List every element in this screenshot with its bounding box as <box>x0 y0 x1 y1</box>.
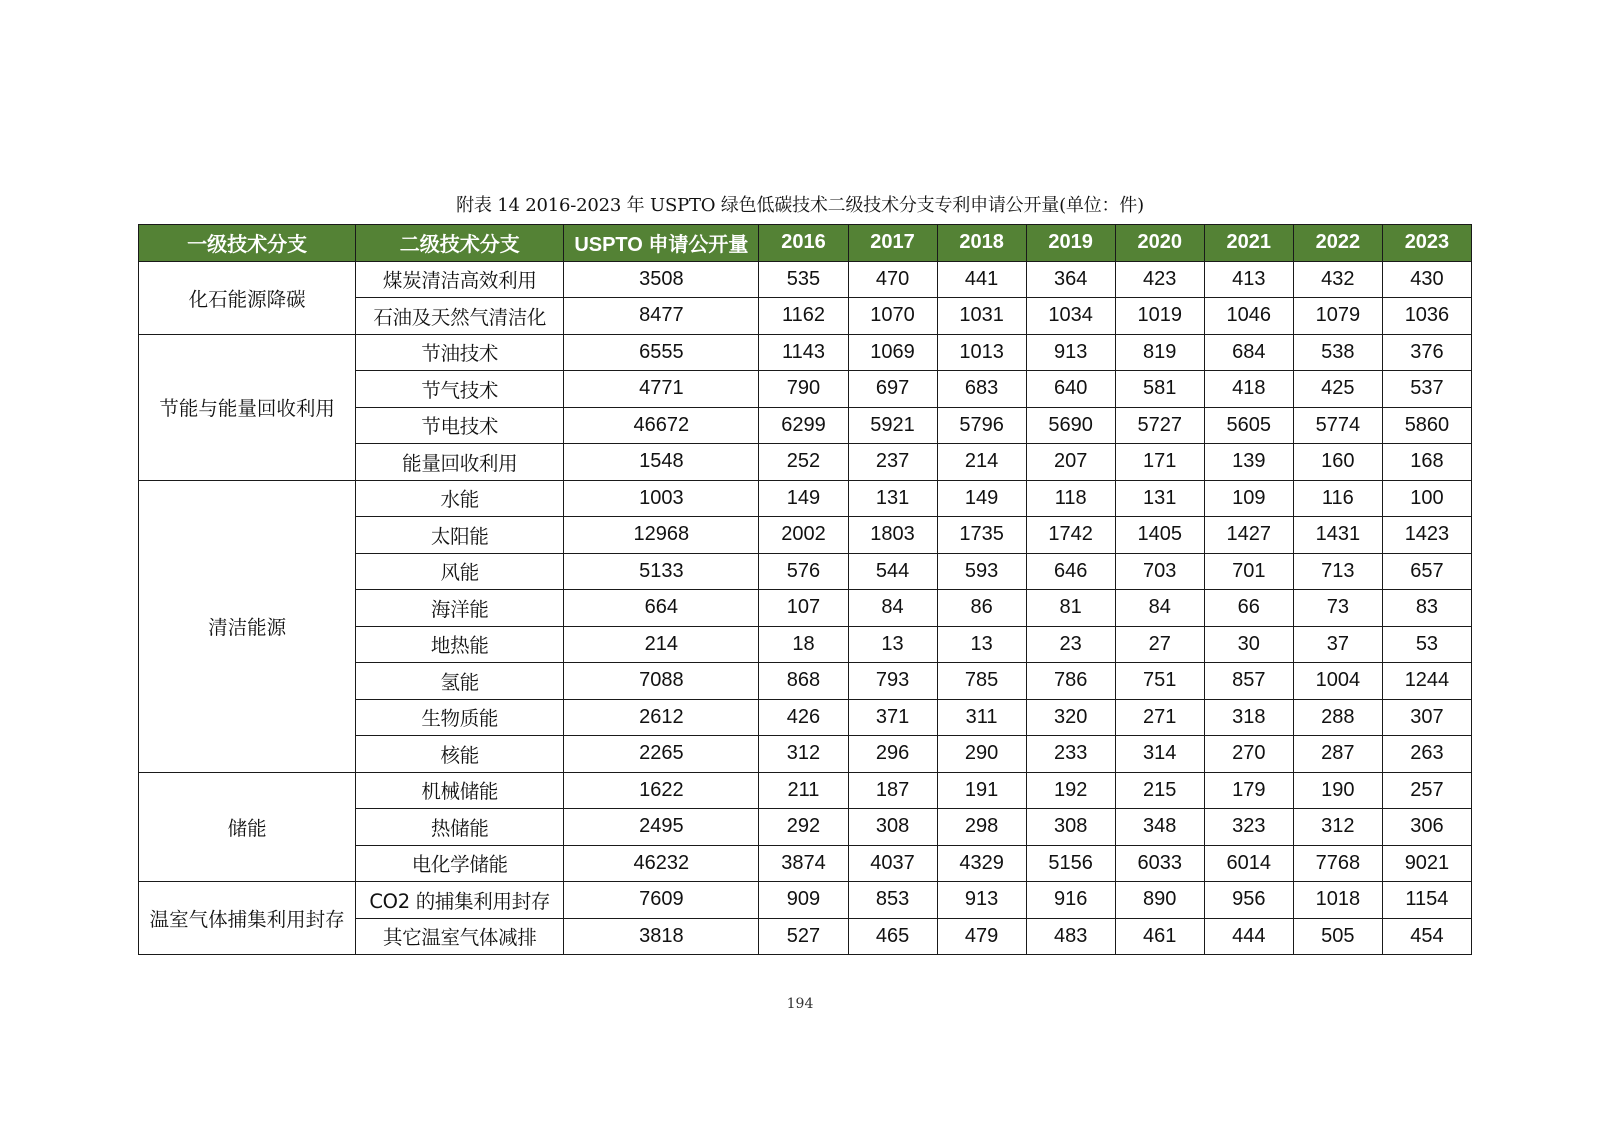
year-count-cell: 657 <box>1382 553 1471 590</box>
year-count-cell: 131 <box>848 480 937 517</box>
year-count-cell: 444 <box>1204 918 1293 955</box>
total-count-cell: 46672 <box>564 407 759 444</box>
year-count-cell: 312 <box>1293 809 1382 846</box>
total-count-cell: 7609 <box>564 882 759 919</box>
year-count-cell: 160 <box>1293 444 1382 481</box>
year-count-cell: 376 <box>1382 334 1471 371</box>
level2-branch-cell: 其它温室气体减排 <box>356 918 564 955</box>
year-count-cell: 4037 <box>848 845 937 882</box>
year-count-cell: 263 <box>1382 736 1471 773</box>
year-count-cell: 1244 <box>1382 663 1471 700</box>
year-count-cell: 1036 <box>1382 298 1471 335</box>
year-count-cell: 191 <box>937 772 1026 809</box>
year-count-cell: 956 <box>1204 882 1293 919</box>
year-count-cell: 786 <box>1026 663 1115 700</box>
year-count-cell: 287 <box>1293 736 1382 773</box>
year-count-cell: 857 <box>1204 663 1293 700</box>
year-count-cell: 701 <box>1204 553 1293 590</box>
year-count-cell: 312 <box>759 736 848 773</box>
year-count-cell: 703 <box>1115 553 1204 590</box>
level2-branch-cell: 太阳能 <box>356 517 564 554</box>
header-cell-year: 2017 <box>848 225 937 262</box>
total-count-cell: 3818 <box>564 918 759 955</box>
level2-branch-cell: 风能 <box>356 553 564 590</box>
year-count-cell: 909 <box>759 882 848 919</box>
total-count-cell: 214 <box>564 626 759 663</box>
year-count-cell: 916 <box>1026 882 1115 919</box>
year-count-cell: 1423 <box>1382 517 1471 554</box>
year-count-cell: 149 <box>759 480 848 517</box>
year-count-cell: 371 <box>848 699 937 736</box>
year-count-cell: 505 <box>1293 918 1382 955</box>
year-count-cell: 348 <box>1115 809 1204 846</box>
year-count-cell: 6014 <box>1204 845 1293 882</box>
total-count-cell: 2265 <box>564 736 759 773</box>
year-count-cell: 84 <box>1115 590 1204 627</box>
table-row <box>139 882 1472 919</box>
year-count-cell: 66 <box>1204 590 1293 627</box>
year-count-cell: 576 <box>759 553 848 590</box>
total-count-cell: 664 <box>564 590 759 627</box>
level2-branch-cell: 煤炭清洁高效利用 <box>356 261 564 298</box>
year-count-cell: 853 <box>848 882 937 919</box>
year-count-cell: 5605 <box>1204 407 1293 444</box>
header-cell-year: 2023 <box>1382 225 1471 262</box>
level2-branch-cell: 机械储能 <box>356 772 564 809</box>
year-count-cell: 1803 <box>848 517 937 554</box>
header-cell-level2: 二级技术分支 <box>356 225 564 262</box>
level2-branch-cell: 水能 <box>356 480 564 517</box>
level2-branch-cell: 节油技术 <box>356 334 564 371</box>
year-count-cell: 1031 <box>937 298 1026 335</box>
total-count-cell: 5133 <box>564 553 759 590</box>
year-count-cell: 1427 <box>1204 517 1293 554</box>
year-count-cell: 793 <box>848 663 937 700</box>
year-count-cell: 86 <box>937 590 1026 627</box>
year-count-cell: 423 <box>1115 261 1204 298</box>
year-count-cell: 314 <box>1115 736 1204 773</box>
year-count-cell: 432 <box>1293 261 1382 298</box>
year-count-cell: 37 <box>1293 626 1382 663</box>
total-count-cell: 1003 <box>564 480 759 517</box>
year-count-cell: 215 <box>1115 772 1204 809</box>
year-count-cell: 270 <box>1204 736 1293 773</box>
year-count-cell: 107 <box>759 590 848 627</box>
year-count-cell: 5690 <box>1026 407 1115 444</box>
total-count-cell: 12968 <box>564 517 759 554</box>
year-count-cell: 118 <box>1026 480 1115 517</box>
year-count-cell: 1018 <box>1293 882 1382 919</box>
year-count-cell: 430 <box>1382 261 1471 298</box>
level2-branch-cell: 石油及天然气清洁化 <box>356 298 564 335</box>
year-count-cell: 323 <box>1204 809 1293 846</box>
year-count-cell: 544 <box>848 553 937 590</box>
level2-branch-cell: 节电技术 <box>356 407 564 444</box>
year-count-cell: 149 <box>937 480 1026 517</box>
year-count-cell: 640 <box>1026 371 1115 408</box>
year-count-cell: 53 <box>1382 626 1471 663</box>
year-count-cell: 179 <box>1204 772 1293 809</box>
total-count-cell: 1548 <box>564 444 759 481</box>
year-count-cell: 7768 <box>1293 845 1382 882</box>
level2-branch-cell: CO2 的捕集利用封存 <box>356 882 564 919</box>
year-count-cell: 790 <box>759 371 848 408</box>
year-count-cell: 3874 <box>759 845 848 882</box>
year-count-cell: 581 <box>1115 371 1204 408</box>
year-count-cell: 535 <box>759 261 848 298</box>
year-count-cell: 23 <box>1026 626 1115 663</box>
table-row <box>139 261 1472 298</box>
table-row <box>139 334 1472 371</box>
level1-branch-cell: 节能与能量回收利用 <box>139 334 356 480</box>
year-count-cell: 785 <box>937 663 1026 700</box>
header-cell-total: USPTO 申请公开量 <box>564 225 759 262</box>
year-count-cell: 73 <box>1293 590 1382 627</box>
header-row <box>139 225 1472 262</box>
table-caption: 附表 14 2016-2023 年 USPTO 绿色低碳技术二级技术分支专利申请公开量(单位：件) <box>456 195 1144 216</box>
level1-branch-cell: 温室气体捕集利用封存 <box>139 882 356 955</box>
year-count-cell: 1143 <box>759 334 848 371</box>
year-count-cell: 192 <box>1026 772 1115 809</box>
year-count-cell: 318 <box>1204 699 1293 736</box>
year-count-cell: 751 <box>1115 663 1204 700</box>
total-count-cell: 7088 <box>564 663 759 700</box>
year-count-cell: 308 <box>1026 809 1115 846</box>
year-count-cell: 81 <box>1026 590 1115 627</box>
year-count-cell: 1034 <box>1026 298 1115 335</box>
year-count-cell: 211 <box>759 772 848 809</box>
year-count-cell: 364 <box>1026 261 1115 298</box>
year-count-cell: 308 <box>848 809 937 846</box>
year-count-cell: 1735 <box>937 517 1026 554</box>
year-count-cell: 1013 <box>937 334 1026 371</box>
level1-branch-cell: 储能 <box>139 772 356 882</box>
year-count-cell: 109 <box>1204 480 1293 517</box>
year-count-cell: 100 <box>1382 480 1471 517</box>
year-count-cell: 537 <box>1382 371 1471 408</box>
table-row <box>139 772 1472 809</box>
year-count-cell: 470 <box>848 261 937 298</box>
level2-branch-cell: 能量回收利用 <box>356 444 564 481</box>
year-count-cell: 465 <box>848 918 937 955</box>
year-count-cell: 2002 <box>759 517 848 554</box>
year-count-cell: 5774 <box>1293 407 1382 444</box>
year-count-cell: 290 <box>937 736 1026 773</box>
year-count-cell: 298 <box>937 809 1026 846</box>
header-cell-year: 2020 <box>1115 225 1204 262</box>
level1-branch-cell: 清洁能源 <box>139 480 356 772</box>
level2-branch-cell: 海洋能 <box>356 590 564 627</box>
year-count-cell: 271 <box>1115 699 1204 736</box>
year-count-cell: 5796 <box>937 407 1026 444</box>
year-count-cell: 1070 <box>848 298 937 335</box>
year-count-cell: 84 <box>848 590 937 627</box>
year-count-cell: 13 <box>937 626 1026 663</box>
year-count-cell: 646 <box>1026 553 1115 590</box>
year-count-cell: 171 <box>1115 444 1204 481</box>
year-count-cell: 1079 <box>1293 298 1382 335</box>
header-cell-level1: 一级技术分支 <box>139 225 356 262</box>
year-count-cell: 426 <box>759 699 848 736</box>
header-cell-year: 2019 <box>1026 225 1115 262</box>
year-count-cell: 5727 <box>1115 407 1204 444</box>
year-count-cell: 237 <box>848 444 937 481</box>
level2-branch-cell: 节气技术 <box>356 371 564 408</box>
year-count-cell: 306 <box>1382 809 1471 846</box>
page-number: 194 <box>786 996 814 1012</box>
year-count-cell: 5921 <box>848 407 937 444</box>
table-header <box>139 225 1472 262</box>
year-count-cell: 454 <box>1382 918 1471 955</box>
year-count-cell: 131 <box>1115 480 1204 517</box>
year-count-cell: 1019 <box>1115 298 1204 335</box>
year-count-cell: 1431 <box>1293 517 1382 554</box>
level2-branch-cell: 核能 <box>356 736 564 773</box>
year-count-cell: 139 <box>1204 444 1293 481</box>
level2-branch-cell: 电化学储能 <box>356 845 564 882</box>
year-count-cell: 1004 <box>1293 663 1382 700</box>
year-count-cell: 819 <box>1115 334 1204 371</box>
total-count-cell: 1622 <box>564 772 759 809</box>
year-count-cell: 320 <box>1026 699 1115 736</box>
table-body <box>139 261 1472 955</box>
year-count-cell: 9021 <box>1382 845 1471 882</box>
level2-branch-cell: 生物质能 <box>356 699 564 736</box>
year-count-cell: 527 <box>759 918 848 955</box>
year-count-cell: 292 <box>759 809 848 846</box>
year-count-cell: 257 <box>1382 772 1471 809</box>
total-count-cell: 2495 <box>564 809 759 846</box>
year-count-cell: 214 <box>937 444 1026 481</box>
level1-branch-cell: 化石能源降碳 <box>139 261 356 334</box>
year-count-cell: 187 <box>848 772 937 809</box>
year-count-cell: 13 <box>848 626 937 663</box>
year-count-cell: 683 <box>937 371 1026 408</box>
header-cell-year: 2022 <box>1293 225 1382 262</box>
year-count-cell: 190 <box>1293 772 1382 809</box>
table-row <box>139 480 1472 517</box>
year-count-cell: 697 <box>848 371 937 408</box>
year-count-cell: 684 <box>1204 334 1293 371</box>
year-count-cell: 116 <box>1293 480 1382 517</box>
year-count-cell: 27 <box>1115 626 1204 663</box>
year-count-cell: 4329 <box>937 845 1026 882</box>
year-count-cell: 538 <box>1293 334 1382 371</box>
year-count-cell: 1162 <box>759 298 848 335</box>
year-count-cell: 30 <box>1204 626 1293 663</box>
year-count-cell: 1405 <box>1115 517 1204 554</box>
header-cell-year: 2021 <box>1204 225 1293 262</box>
year-count-cell: 18 <box>759 626 848 663</box>
year-count-cell: 1742 <box>1026 517 1115 554</box>
year-count-cell: 913 <box>1026 334 1115 371</box>
year-count-cell: 418 <box>1204 371 1293 408</box>
year-count-cell: 425 <box>1293 371 1382 408</box>
total-count-cell: 8477 <box>564 298 759 335</box>
year-count-cell: 252 <box>759 444 848 481</box>
year-count-cell: 479 <box>937 918 1026 955</box>
year-count-cell: 441 <box>937 261 1026 298</box>
year-count-cell: 413 <box>1204 261 1293 298</box>
level2-branch-cell: 热储能 <box>356 809 564 846</box>
year-count-cell: 5156 <box>1026 845 1115 882</box>
total-count-cell: 2612 <box>564 699 759 736</box>
year-count-cell: 461 <box>1115 918 1204 955</box>
year-count-cell: 83 <box>1382 590 1471 627</box>
year-count-cell: 6299 <box>759 407 848 444</box>
year-count-cell: 6033 <box>1115 845 1204 882</box>
year-count-cell: 207 <box>1026 444 1115 481</box>
year-count-cell: 307 <box>1382 699 1471 736</box>
year-count-cell: 288 <box>1293 699 1382 736</box>
total-count-cell: 3508 <box>564 261 759 298</box>
year-count-cell: 1069 <box>848 334 937 371</box>
year-count-cell: 483 <box>1026 918 1115 955</box>
year-count-cell: 1154 <box>1382 882 1471 919</box>
year-count-cell: 5860 <box>1382 407 1471 444</box>
year-count-cell: 868 <box>759 663 848 700</box>
level2-branch-cell: 地热能 <box>356 626 564 663</box>
total-count-cell: 6555 <box>564 334 759 371</box>
year-count-cell: 233 <box>1026 736 1115 773</box>
year-count-cell: 296 <box>848 736 937 773</box>
total-count-cell: 4771 <box>564 371 759 408</box>
year-count-cell: 890 <box>1115 882 1204 919</box>
total-count-cell: 46232 <box>564 845 759 882</box>
year-count-cell: 1046 <box>1204 298 1293 335</box>
header-cell-year: 2018 <box>937 225 1026 262</box>
patent-table <box>138 224 1472 955</box>
year-count-cell: 713 <box>1293 553 1382 590</box>
header-cell-year: 2016 <box>759 225 848 262</box>
year-count-cell: 593 <box>937 553 1026 590</box>
level2-branch-cell: 氢能 <box>356 663 564 700</box>
year-count-cell: 311 <box>937 699 1026 736</box>
year-count-cell: 913 <box>937 882 1026 919</box>
year-count-cell: 168 <box>1382 444 1471 481</box>
